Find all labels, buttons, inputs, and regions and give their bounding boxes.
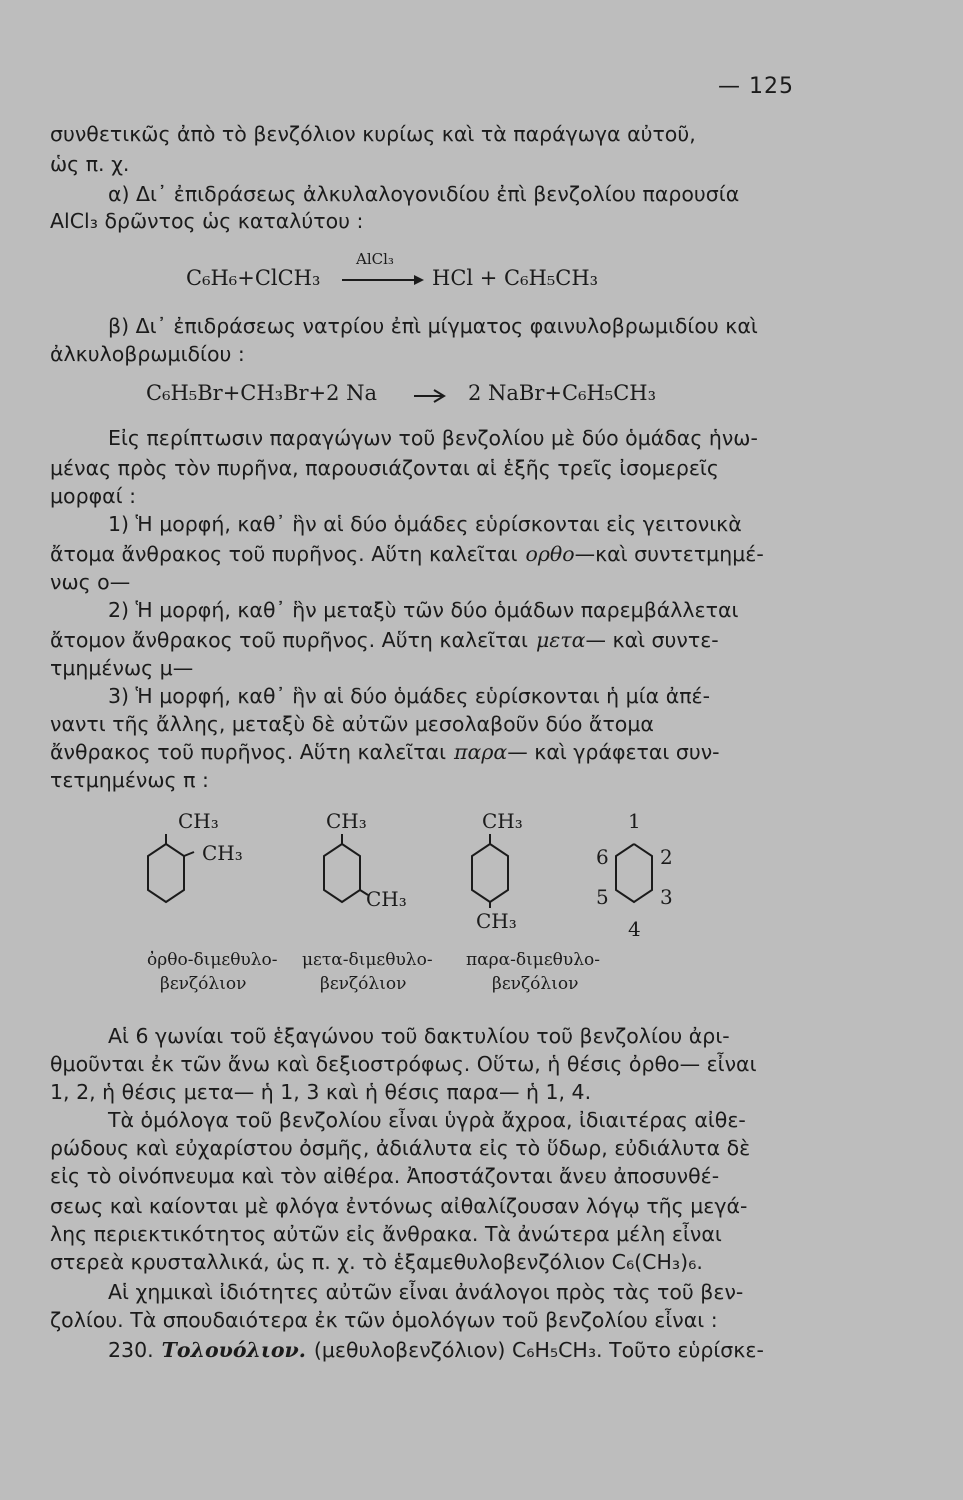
methyl-label: CH₃ [202, 841, 243, 865]
text-line-12: νως ο— [50, 570, 131, 594]
text-line-7: Εἰς περίπτωσιν παραγώγων τοῦ βενζολίου μὲ δύο ὁμάδας ἡνω- [108, 426, 758, 450]
numbered-benzene-ring [596, 809, 673, 941]
position-label: 6 [596, 845, 609, 869]
text-line-9: μορφαί : [50, 484, 136, 508]
equation-1-reactants: C₆H₆+ClCH₃ [186, 266, 321, 290]
text-line-24: ρώδους καὶ εὐχαρίστου ὀσμῆς, ἀδιάλυτα εἰς τὸ ὕδωρ, εὐδιάλυτα δὲ [50, 1136, 751, 1160]
text-line-26: σεως καὶ καίονται μὲ φλόγα ἐντόνως αἰθαλίζουσαν λόγῳ τῆς μεγά- [50, 1194, 748, 1218]
section-number: 230. [108, 1338, 154, 1362]
equation-2-reactants: C₆H₅Br+CH₃Br+2 Na [146, 381, 378, 405]
text-line-15: τμημένως μ— [50, 656, 194, 680]
methyl-label: CH₃ [476, 909, 517, 933]
meta-xylene-structure [324, 809, 407, 911]
ortho-caption-line-1: ὀρθο-διμεθυλο- [147, 950, 278, 970]
para-caption-line-2: βενζόλιον [492, 974, 579, 994]
text-line-23: Τὰ ὁμόλογα τοῦ βενζολίου εἶναι ὑγρὰ ἄχροα, ἰδιαιτέρας αἰθε- [108, 1108, 746, 1132]
methyl-label: CH₃ [482, 809, 523, 833]
text-line-28: στερεὰ κρυσταλλικά, ὡς π. χ. τὸ ἑξαμεθυλοβενζόλιον C₆(CH₃)₆. [50, 1250, 703, 1274]
text-segment: ἄνθρακος τοῦ πυρῆνος. Αὕτη καλεῖται [50, 740, 447, 764]
position-label: 1 [628, 809, 641, 833]
text-line-16: 3) Ἡ μορφή, καθ᾽ ἣν αἱ δύο ὁμάδες εὑρίσκονται ἡ μία ἀπέ- [108, 684, 711, 708]
position-label: 2 [660, 845, 673, 869]
methyl-label: CH₃ [178, 809, 219, 833]
text-line-22: 1, 2, ἡ θέσις μετα— ἡ 1, 3 καὶ ἡ θέσις παρα— ἡ 1, 4. [50, 1080, 592, 1104]
text-line-18 [50, 740, 790, 764]
reaction-arrow-icon [412, 386, 452, 406]
text-line-3: α) Δι᾽ ἐπιδράσεως ἀλκυλαλογονιδίου ἐπὶ βενζολίου παρουσία [108, 182, 740, 206]
meta-caption-line-1: μετα-διμεθυλο- [302, 950, 433, 970]
section-title: Τολουόλιον. [161, 1338, 306, 1362]
text-line-5: β) Δι᾽ ἐπιδράσεως νατρίου ἐπὶ μίγματος φαινυλοβρωμιδίου καὶ [108, 314, 758, 338]
text-line-20: Αἱ 6 γωνίαι τοῦ ἑξαγώνου τοῦ δακτυλίου τοῦ βενζολίου ἀρι- [108, 1024, 730, 1048]
text-line-1: συνθετικῶς ἀπὸ τὸ βενζόλιον κυρίως καὶ τὰ παράγωγα αὐτοῦ, [50, 122, 696, 146]
para-xylene-structure [472, 809, 523, 933]
text-line-30: ζολίου. Τὰ σπουδαιότερα ἐκ τῶν ὁμολόγων τοῦ βενζολίου εἶναι : [50, 1308, 718, 1332]
reaction-arrow-icon [340, 270, 425, 290]
ortho-caption-line-2: βενζόλιον [160, 974, 247, 994]
text-line-31 [108, 1338, 790, 1362]
para-caption-line-1: παρα-διμεθυλο- [466, 950, 600, 970]
text-segment: ἄτομα ἄνθρακος τοῦ πυρῆνος. Αὕτη καλεῖται [50, 542, 518, 566]
equation-2-products: 2 NaBr+C₆H₅CH₃ [468, 381, 657, 405]
text-line-10: 1) Ἡ μορφή, καθ᾽ ἣν αἱ δύο ὁμάδες εὑρίσκονται εἰς γειτονικὰ [108, 512, 742, 536]
text-line-2: ὡς π. χ. [50, 152, 130, 176]
text-line-13: 2) Ἡ μορφή, καθ᾽ ἣν μεταξὺ τῶν δύο ὁμάδων παρεμβάλλεται [108, 598, 739, 622]
text-line-29: Αἱ χημικαὶ ἰδιότητες αὐτῶν εἶναι ἀνάλογοι πρὸς τὰς τοῦ βεν- [108, 1280, 744, 1304]
text-segment: — καὶ γράφεται συν- [507, 740, 720, 764]
text-line-25: εἰς τὸ οἰνόπνευμα καὶ τὸν αἰθέρα. Ἀποστάζονται ἄνευ ἀποσυνθέ- [50, 1164, 720, 1188]
text-line-11 [50, 542, 790, 566]
methyl-label: CH₃ [326, 809, 367, 833]
ortho-xylene-structure [148, 809, 243, 902]
equation-1-products: HCl + C₆H₅CH₃ [432, 266, 599, 290]
meta-caption-line-2: βενζόλιον [320, 974, 407, 994]
para-term: παρα [454, 740, 508, 764]
meta-term: μετα [535, 628, 586, 652]
text-segment: — καὶ συντε- [585, 628, 719, 652]
text-line-27: λης περιεκτικότητος αὐτῶν εἰς ἄνθρακα. Τὰ ἀνώτερα μέλη εἶναι [50, 1222, 722, 1246]
text-segment: —καὶ συντετμημέ- [574, 542, 764, 566]
text-segment: (μεθυλοβενζόλιον) C₆H₅CH₃. Τοῦτο εὑρίσκε- [313, 1338, 764, 1362]
ortho-term: ορθο [525, 542, 575, 566]
text-segment: ἄτομον ἄνθρακος τοῦ πυρῆνος. Αὕτη καλεῖται [50, 628, 528, 652]
position-label: 5 [596, 885, 609, 909]
methyl-label: CH₃ [366, 887, 407, 911]
xylene-structures [130, 800, 690, 950]
text-line-14 [50, 628, 790, 652]
position-label: 3 [660, 885, 673, 909]
position-label: 4 [628, 917, 641, 941]
text-line-4: AlCl₃ δρῶντος ὡς καταλύτου : [50, 209, 364, 233]
text-line-17: ναντι τῆς ἄλλης, μεταξὺ δὲ αὐτῶν μεσολαβοῦν δύο ἄτομα [50, 712, 654, 736]
equation-1-catalyst: AlCl₃ [356, 250, 394, 268]
text-line-6: ἀλκυλοβρωμιδίου : [50, 342, 245, 366]
text-line-19: τετμημένως π : [50, 768, 209, 792]
text-line-8: μένας πρὸς τὸν πυρῆνα, παρουσιάζονται αἱ ἑξῆς τρεῖς ἰσομερεῖς [50, 456, 719, 480]
page-number: — 125 [718, 74, 794, 99]
text-line-21: θμοῦνται ἐκ τῶν ἄνω καὶ δεξιοστρόφως. Οὕτω, ἡ θέσις ὀρθο— εἶναι [50, 1052, 757, 1076]
